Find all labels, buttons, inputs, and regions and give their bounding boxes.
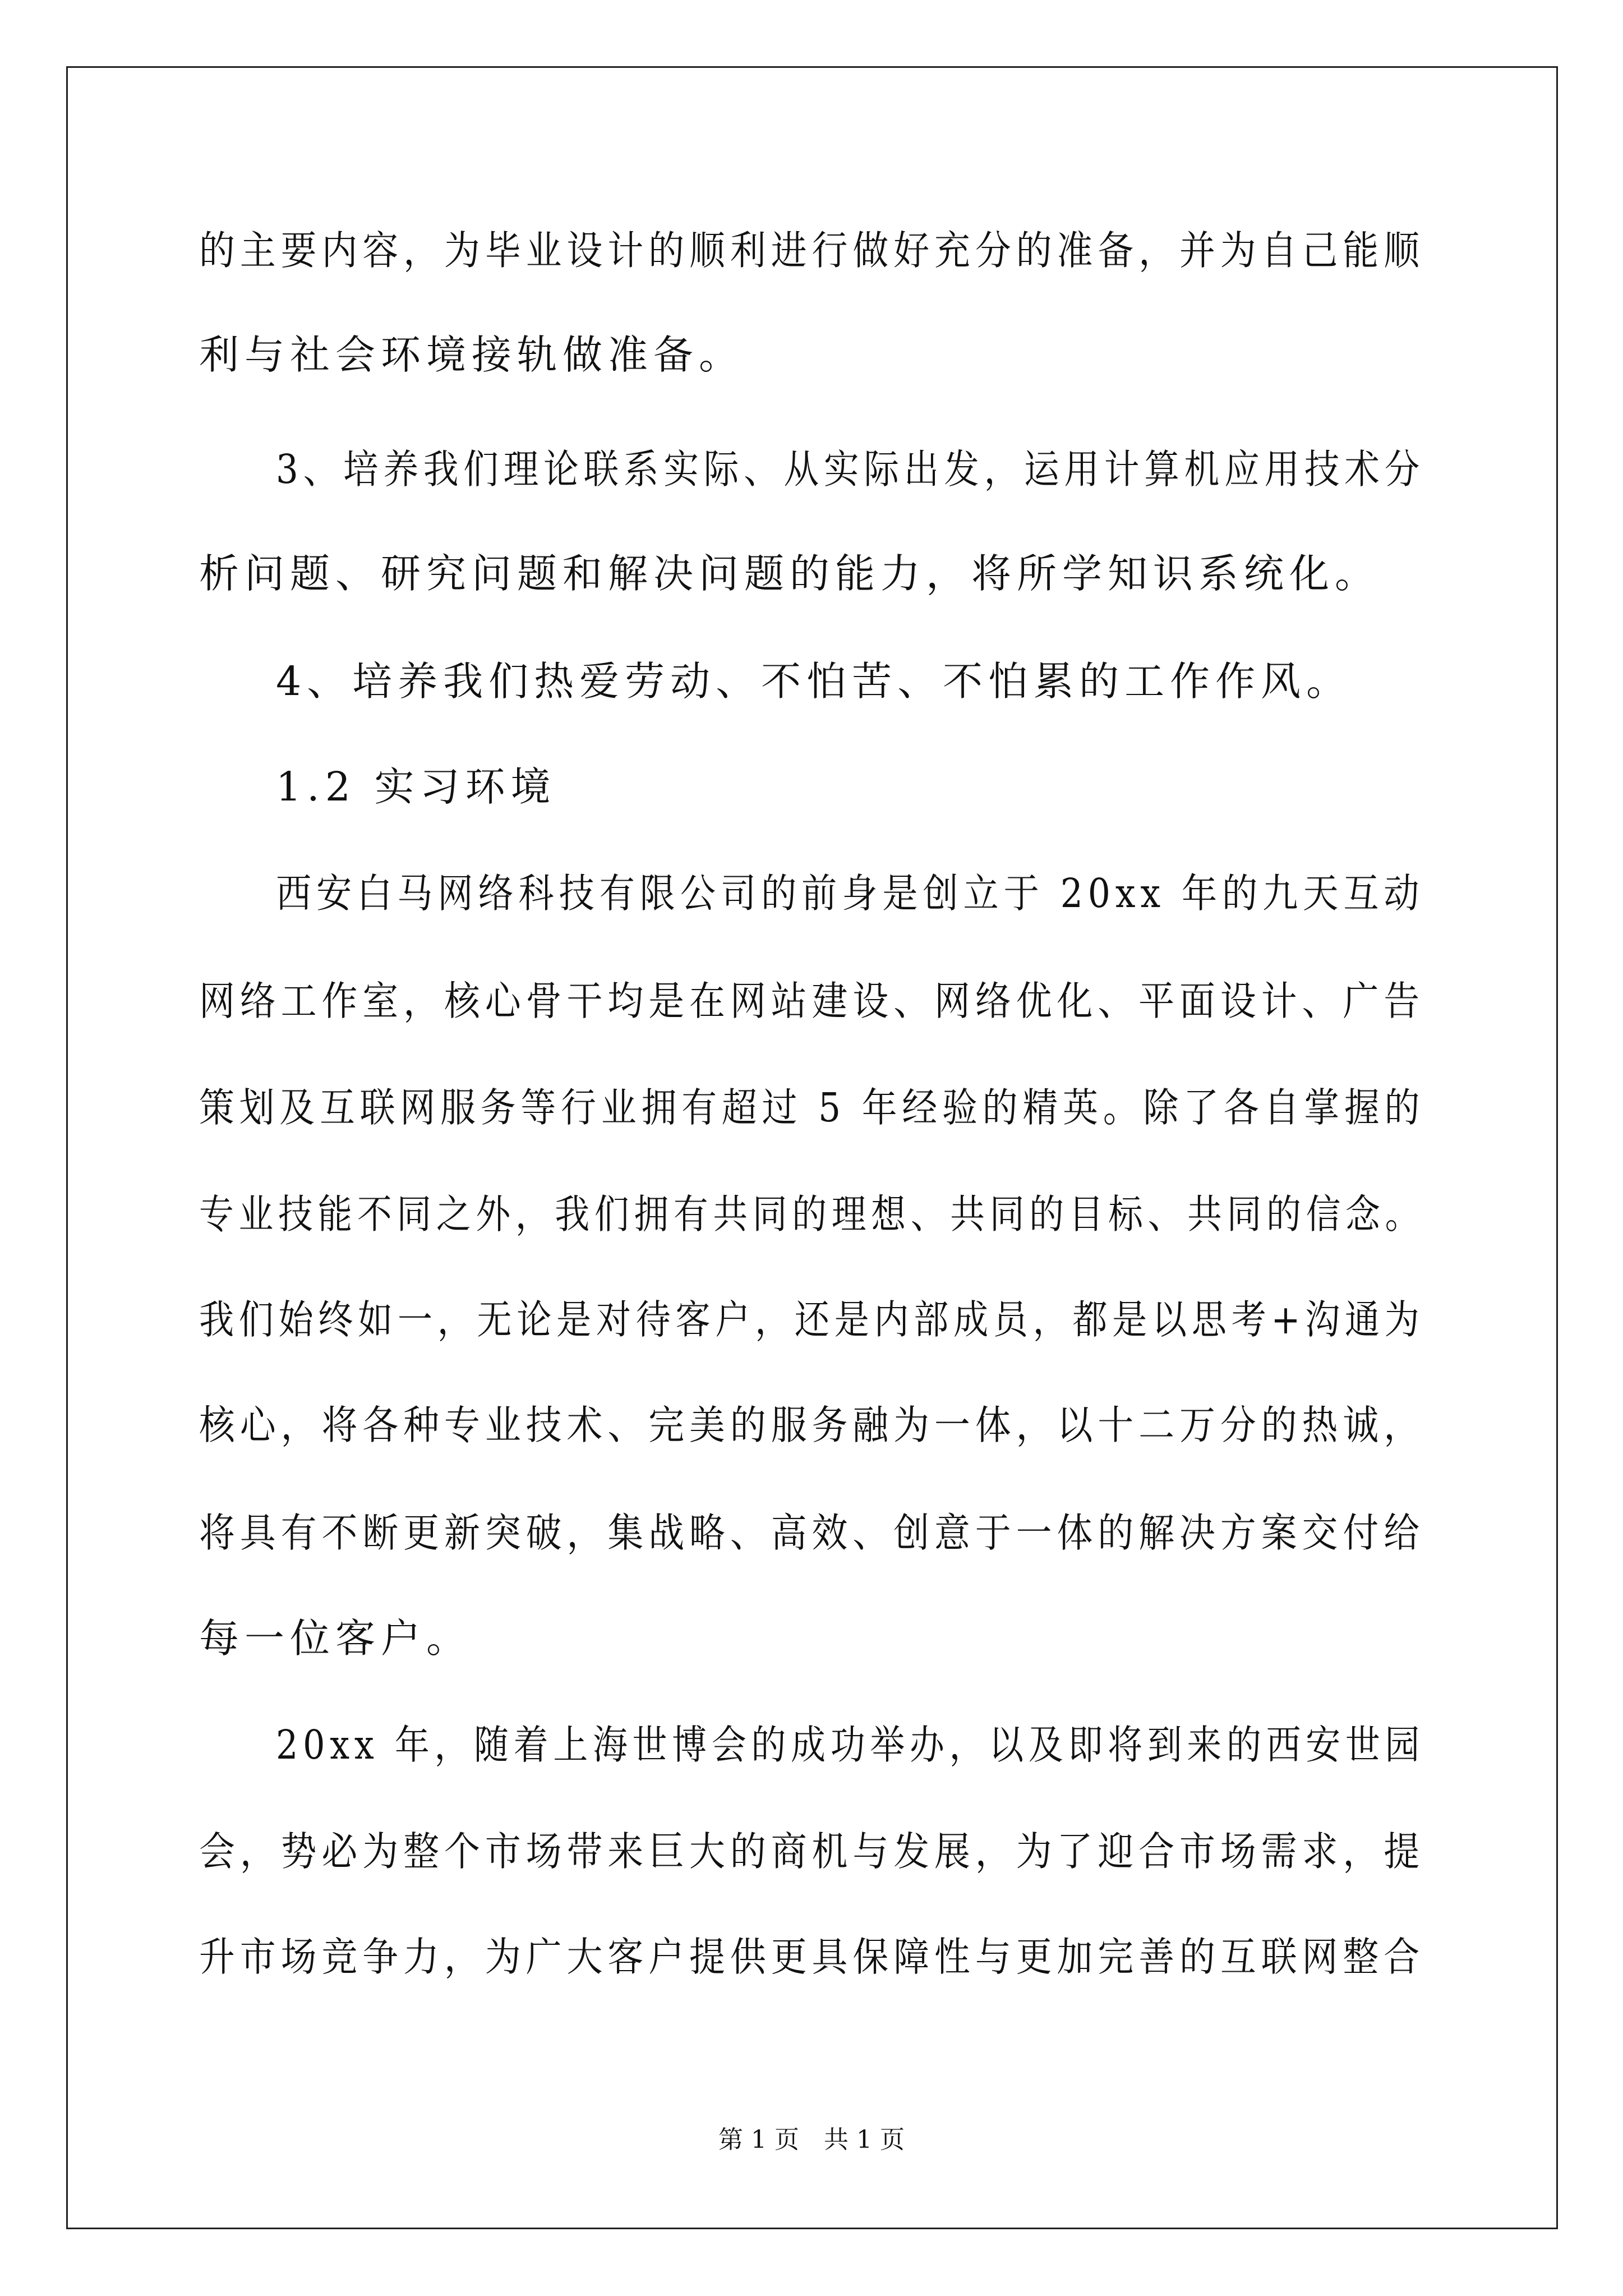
text-line: 专业技能不同之外，我们拥有共同的理想、共同的目标、共同的信念。	[199, 1191, 1425, 1237]
text-line: 将具有不断更新突破，集战略、高效、创意于一体的解决方案交付给	[199, 1510, 1425, 1556]
page-border	[66, 66, 1558, 2229]
section-heading: 1.2 实习环境	[276, 763, 556, 810]
text-line: 4、培养我们热爱劳动、不怕苦、不怕累的工作作风。	[276, 658, 1352, 705]
text-line: 西安白马网络科技有限公司的前身是创立于 20xx 年的九天互动	[276, 870, 1424, 917]
text-line: 20xx 年，随着上海世博会的成功举办，以及即将到来的西安世园	[276, 1722, 1425, 1768]
text-line: 核心，将各种专业技术、完美的服务融为一体，以十二万分的热诚，	[199, 1402, 1425, 1448]
text-line: 会，势必为整个市场带来巨大的商机与发展，为了迎合市场需求，提	[199, 1828, 1425, 1875]
text-line: 策划及互联网服务等行业拥有超过 5 年经验的精英。除了各自掌握的	[199, 1084, 1425, 1131]
text-line: 析问题、研究问题和解决问题的能力，将所学知识系统化。	[199, 550, 1381, 597]
page-footer: 第 1 页 共 1 页	[718, 2125, 905, 2154]
text-line: 我们始终如一，无论是对待客户，还是内部成员，都是以思考+沟通为	[199, 1296, 1424, 1343]
text-line: 网络工作室，核心骨干均是在网站建设、网络优化、平面设计、广告	[199, 978, 1425, 1024]
text-line: 利与社会环境接轨做准备。	[199, 332, 745, 378]
text-line: 的主要内容，为毕业设计的顺利进行做好充分的准备，并为自己能顺	[199, 227, 1425, 274]
text-line: 升市场竞争力，为广大客户提供更具保障性与更加完善的互联网整合	[199, 1934, 1425, 1980]
text-line: 每一位客户。	[199, 1615, 472, 1662]
text-line: 3、培养我们理论联系实际、从实际出发，运用计算机应用技术分	[276, 446, 1425, 493]
